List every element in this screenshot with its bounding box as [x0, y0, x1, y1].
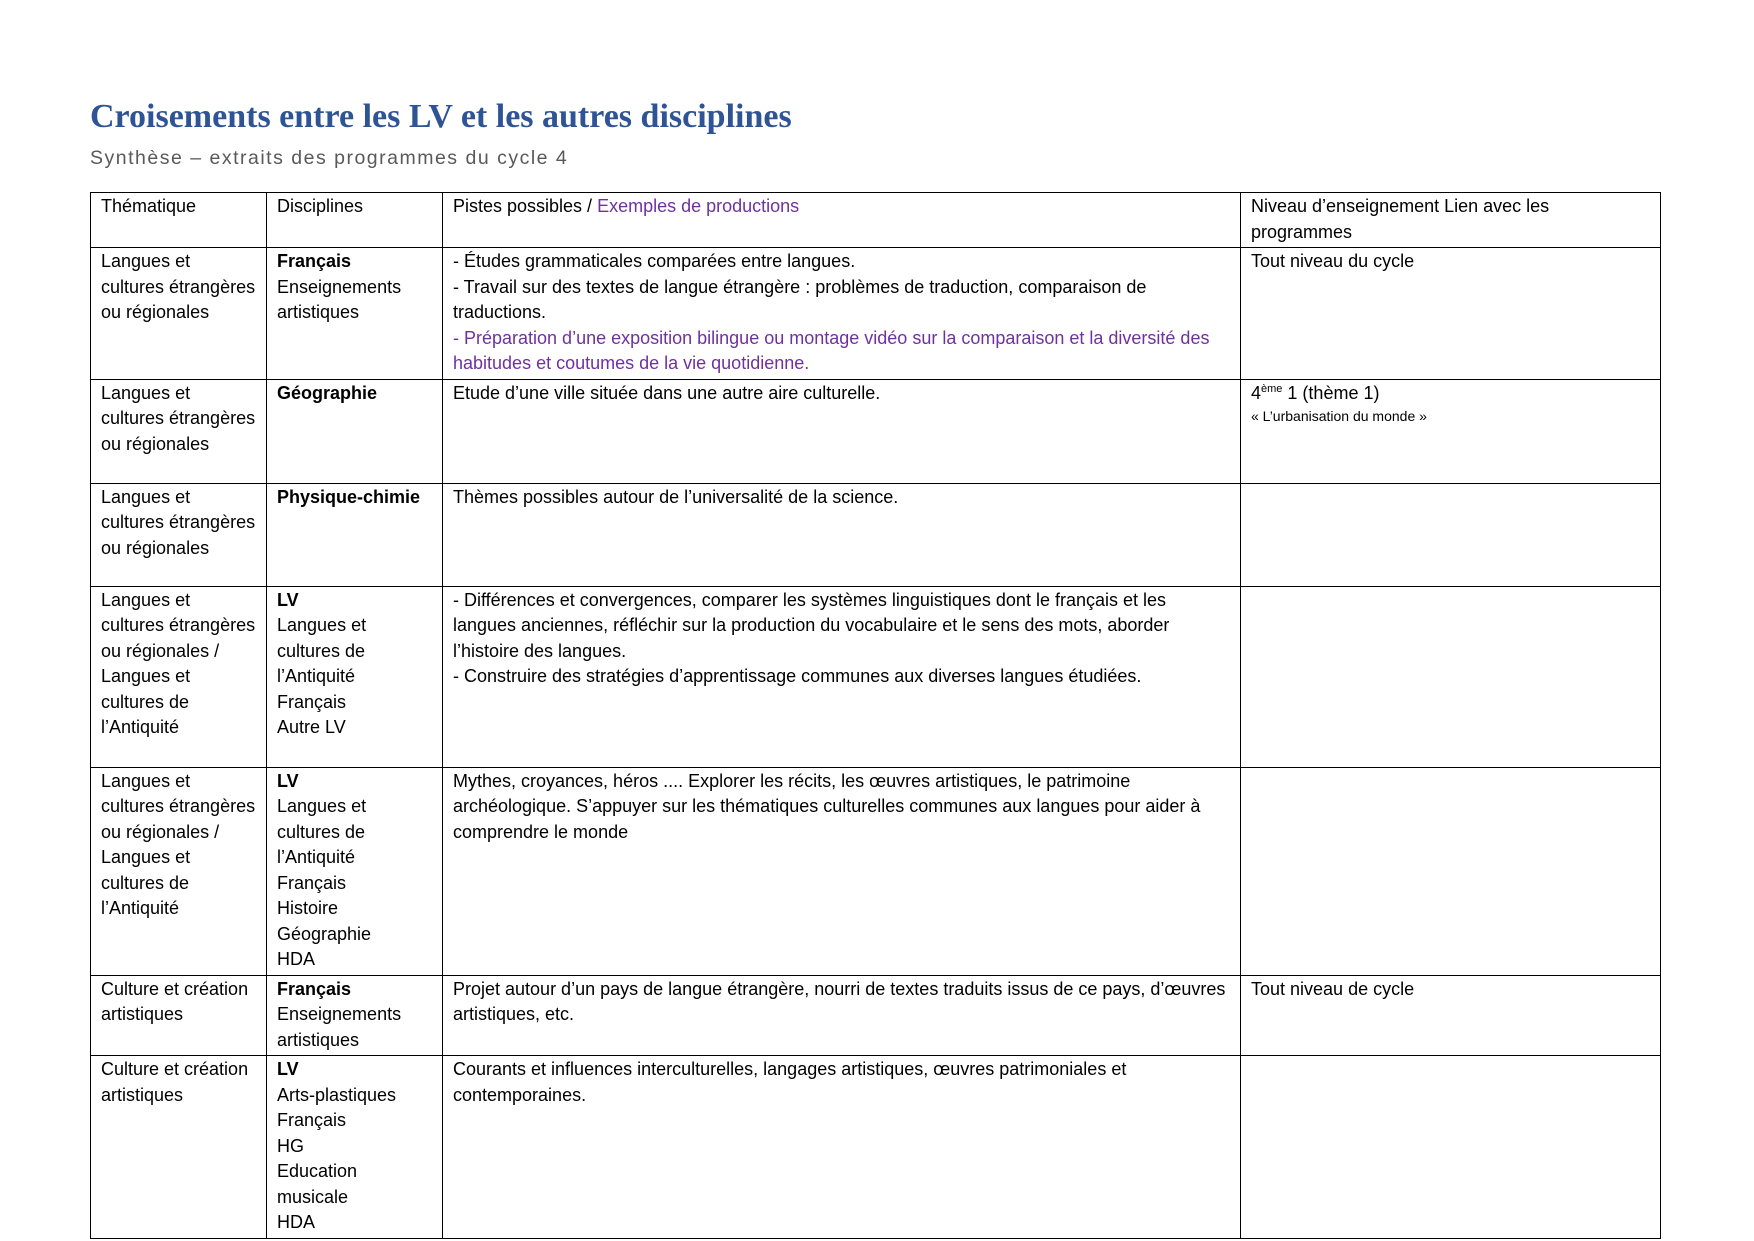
piste-line: - Travail sur des textes de langue étrangère : problèmes de traduction, comparaison de traductions. — [453, 276, 1147, 322]
cell-thematique: Culture et création artistiques — [91, 975, 267, 1056]
discipline-item: HDA — [277, 949, 316, 969]
cell-niveau: Tout niveau du cycle — [1241, 248, 1661, 380]
piste-line: Courants et influences interculturelles, langages artistiques, œuvres patrimoniales et contemporaines. — [453, 1059, 1127, 1105]
cell-thematique: Langues et cultures étrangères ou régionales — [91, 248, 267, 380]
discipline-main: LV — [277, 770, 299, 791]
cell-pistes — [443, 483, 1241, 586]
document-page — [90, 96, 1660, 1232]
synthesis-table — [90, 192, 1661, 1239]
cell-pistes — [443, 248, 1241, 380]
header-pistes — [443, 193, 1241, 248]
header-pistes-highlight: Exemples de productions — [597, 196, 800, 216]
cell-niveau — [1241, 586, 1661, 767]
discipline-item: Arts-plastiques — [277, 1084, 397, 1105]
cell-pistes — [443, 1056, 1241, 1239]
page-title: Croisements entre les LV et les autres disciplines — [90, 98, 792, 135]
niveau-note: « L’urbanisation du monde » — [1251, 408, 1427, 424]
piste-line: - Construire des stratégies d’apprentissage communes aux diverses langues étudiées. — [453, 666, 1142, 686]
table-row — [91, 1056, 1661, 1239]
table-row — [91, 248, 1661, 380]
discipline-main: Physique-chimie — [277, 486, 421, 507]
cell-niveau: Tout niveau de cycle — [1241, 975, 1661, 1056]
discipline-item: Géographie — [277, 923, 372, 944]
page-subtitle: Synthèse – extraits des programmes du cycle 4 — [90, 147, 569, 169]
table-row — [91, 379, 1661, 483]
cell-pistes — [443, 379, 1241, 483]
piste-production — [453, 326, 1230, 377]
piste-line: Projet autour d’un pays de langue étrangère, nourri de textes traduits issus de ce pays, d’œuvres artistiques, etc. — [453, 978, 1226, 1024]
header-niveau: Niveau d’enseignement Lien avec les programmes — [1241, 193, 1661, 248]
cell-niveau — [1241, 767, 1661, 975]
piste-line: Etude d’une ville située dans une autre aire culturelle. — [453, 382, 881, 403]
discipline-item: Histoire — [277, 898, 339, 918]
production-text: Préparation d’une exposition bilingue ou montage vidéo sur la comparaison et la diversité des habitudes et coutumes de la vie quotidienne. — [453, 327, 1210, 373]
discipline-main: Français — [277, 978, 352, 999]
header-pistes-label: Pistes possibles / — [453, 196, 598, 216]
cell-pistes — [443, 975, 1241, 1056]
discipline-main: LV — [277, 1059, 299, 1079]
discipline-main: Géographie — [277, 382, 378, 403]
table-row — [91, 586, 1661, 767]
discipline-item: Enseignements artistiques — [277, 276, 402, 322]
discipline-item: Autre LV — [277, 717, 346, 737]
cell-niveau — [1241, 1056, 1661, 1239]
cell-thematique: Langues et cultures étrangères ou régionales / Langues et cultures de l’Antiquité — [91, 767, 267, 975]
table-header-row — [91, 193, 1661, 248]
cell-niveau — [1241, 483, 1661, 586]
cell-thematique: Langues et cultures étrangères ou régionales — [91, 379, 267, 483]
discipline-main: Français — [277, 251, 352, 271]
cell-thematique: Langues et cultures étrangères ou régionales — [91, 483, 267, 586]
cell-disciplines — [267, 975, 443, 1056]
piste-line: - Différences et convergences, comparer les systèmes linguistiques dont le français et les langues anciennes, réfléchir sur la production du vocabulaire et le sens des mots, aborder l’histoire des langues. — [453, 589, 1170, 661]
discipline-item: Education musicale — [277, 1161, 358, 1207]
niveau-theme: 1 (thème 1) — [1282, 382, 1380, 403]
cell-disciplines — [267, 483, 443, 586]
table-row — [91, 975, 1661, 1056]
cell-thematique: Culture et création artistiques — [91, 1056, 267, 1239]
discipline-item: HG — [277, 1135, 304, 1156]
header-disciplines: Disciplines — [267, 193, 443, 248]
cell-pistes — [443, 586, 1241, 767]
cell-disciplines — [267, 379, 443, 483]
discipline-item: Enseignements artistiques — [277, 1004, 402, 1050]
discipline-item: Langues et cultures de l’Antiquité — [277, 615, 367, 686]
piste-line: Mythes, croyances, héros .... Explorer les récits, les œuvres artistiques, le patrimoine archéologique. S’appuyer sur les thématiques culturelles communes aux langues pour aider à comprendre le monde — [453, 770, 1201, 842]
cell-niveau — [1241, 379, 1661, 483]
cell-thematique: Langues et cultures étrangères ou régionales / Langues et cultures de l’Antiquité — [91, 586, 267, 767]
production-prefix: - — [453, 327, 464, 348]
piste-line: Thèmes possibles autour de l’universalité de la science. — [453, 486, 899, 507]
header-thematique: Thématique — [91, 193, 267, 248]
cell-pistes — [443, 767, 1241, 975]
discipline-item: Français — [277, 872, 347, 893]
cell-disciplines — [267, 767, 443, 975]
discipline-item: Français — [277, 691, 347, 712]
niveau-number: 4 — [1251, 382, 1262, 403]
cell-disciplines — [267, 1056, 443, 1239]
table-row — [91, 767, 1661, 975]
cell-disciplines — [267, 586, 443, 767]
piste-line: - Études grammaticales comparées entre langues. — [453, 251, 856, 271]
discipline-item: Français — [277, 1110, 347, 1130]
table-row — [91, 483, 1661, 586]
discipline-item: HDA — [277, 1212, 316, 1232]
discipline-item: Langues et cultures de l’Antiquité — [277, 796, 367, 867]
niveau-level — [1251, 383, 1379, 403]
niveau-sup: ème — [1261, 382, 1283, 395]
discipline-main: LV — [277, 589, 299, 610]
cell-disciplines — [267, 248, 443, 380]
